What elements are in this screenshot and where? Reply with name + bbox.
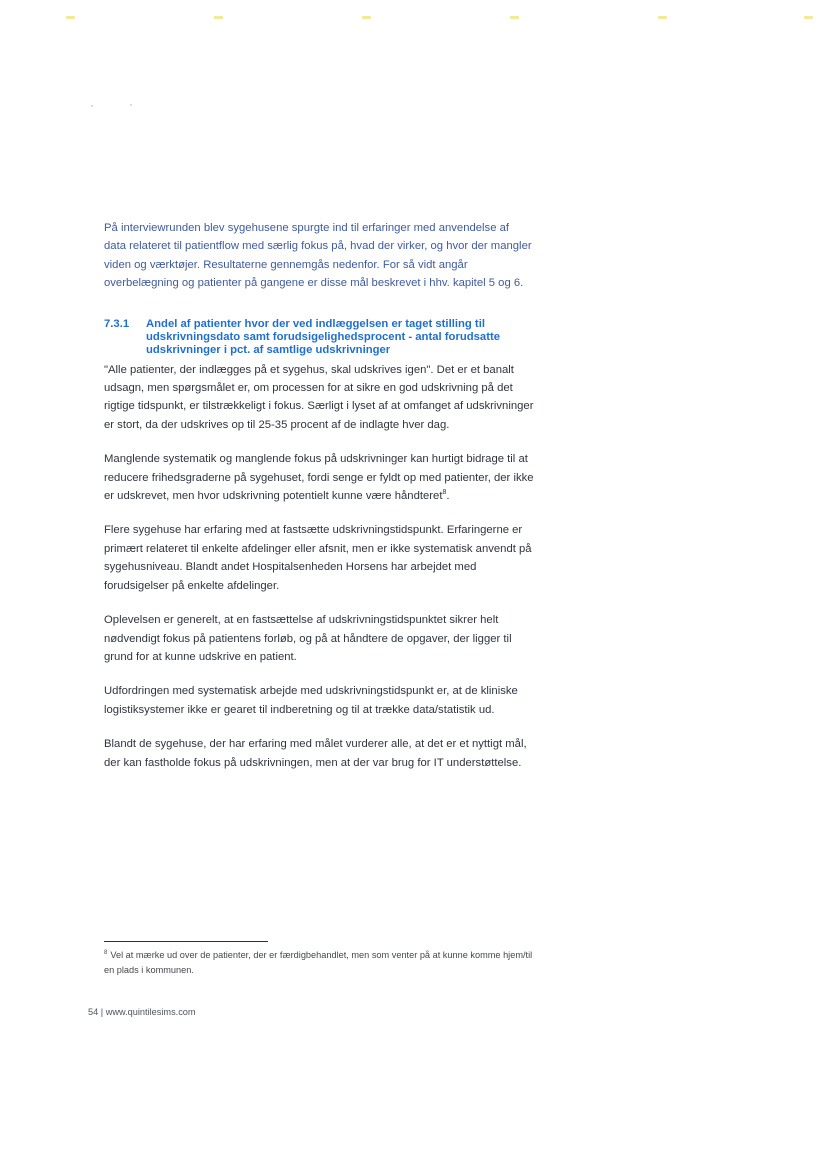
scan-mark xyxy=(510,16,519,19)
footnote-divider xyxy=(104,941,268,942)
body-paragraph-2-text: Manglende systematik og manglende fokus på udskrivninger kan hurtigt bidrage til at reducere frihedsgraderne på sygehuset, fordi senge er fyldt op med patienter, der ikke er udskrevet, men hvor udskrivning potentielt kunne være håndteret xyxy=(104,453,534,503)
scan-speck xyxy=(130,104,132,106)
section-number: 7.3.1 xyxy=(104,317,130,330)
body-paragraph-6: Blandt de sygehuse, der har erfaring med målet vurderer alle, at det er et nyttigt mål, der kan fastholde fokus på udskrivningen, men at der var brug for IT understøttelse. xyxy=(104,738,527,769)
footnote-reference: 8 xyxy=(442,489,447,497)
footnote xyxy=(104,948,534,979)
section-heading xyxy=(104,318,534,357)
footnote-text: Vel at mærke ud over de patienter, der er færdigbehandlet, men som venter på at kunne komme hjem/til en plads i kommunen. xyxy=(104,950,533,976)
scan-registration-marks xyxy=(0,16,828,28)
main-content xyxy=(104,219,534,772)
scan-mark xyxy=(804,16,813,19)
scan-mark xyxy=(362,16,371,19)
body-paragraph-2-end: . xyxy=(446,490,450,503)
body-paragraph-5: Udfordringen med systematisk arbejde med udskrivningstidspunkt er, at de kliniske logistiksystemer ikke er gearet til indberetning og til at trække data/statistik ud. xyxy=(104,685,518,716)
body-paragraph-1: "Alle patienter, der indlægges på et sygehus, skal udskrives igen". Det er et banalt udsagn, men spørgsmålet er, om processen for at sikre en god udskrivning på det rigtige tidspunkt, er tilstrækkeligt i fokus. Særligt i lyset af at omfanget af udskrivninger er stort, da der udskrives op til 25-35 procent af de indlagte hver dag. xyxy=(104,363,534,431)
footnote-number: 8 xyxy=(104,949,108,956)
body-paragraph-4: Oplevelsen er generelt, at en fastsættelse af udskrivningstidspunktet sikrer helt nødvendigt fokus på patientens forløb, og på at håndtere de opgaver, der ligger til grund for at kunne udskrive en patient. xyxy=(104,614,512,663)
scan-mark xyxy=(214,16,223,19)
intro-paragraph: På interviewrunden blev sygehusene spurgte ind til erfaringer med anvendelse af data relateret til patientflow med særlig fokus på, hvad der virker, og hvor der mangler viden og værktøjer. Resultaterne gennemgås nedenfor. For så vidt angår overbelægning og patienter på gangene er disse mål beskrevet i hhv. kapitel 5 og 6. xyxy=(104,222,532,290)
body-paragraph-3: Flere sygehuse har erfaring med at fastsætte udskrivningstidspunkt. Erfaringerne er primært relateret til enkelte afdelinger eller afsnit, men er ikke systematisk anvendt på sygehusniveau. Blandt andet Hospitalsenheden Horsens har arbejdet med forudsigelser på enkelte afdelinger. xyxy=(104,524,532,592)
body-paragraph-2 xyxy=(104,450,534,505)
scan-speck xyxy=(91,105,93,107)
scan-mark xyxy=(658,16,667,19)
section-title: Andel af patienter hvor der ved indlæggelsen er taget stilling til udskrivningsdato samt forudsigelighedsprocent - antal forudsatte udskrivninger i pct. af samtlige udskrivninger xyxy=(146,317,501,356)
page-footer: 54 | www.quintilesims.com xyxy=(88,1007,196,1017)
scan-mark xyxy=(66,16,75,19)
